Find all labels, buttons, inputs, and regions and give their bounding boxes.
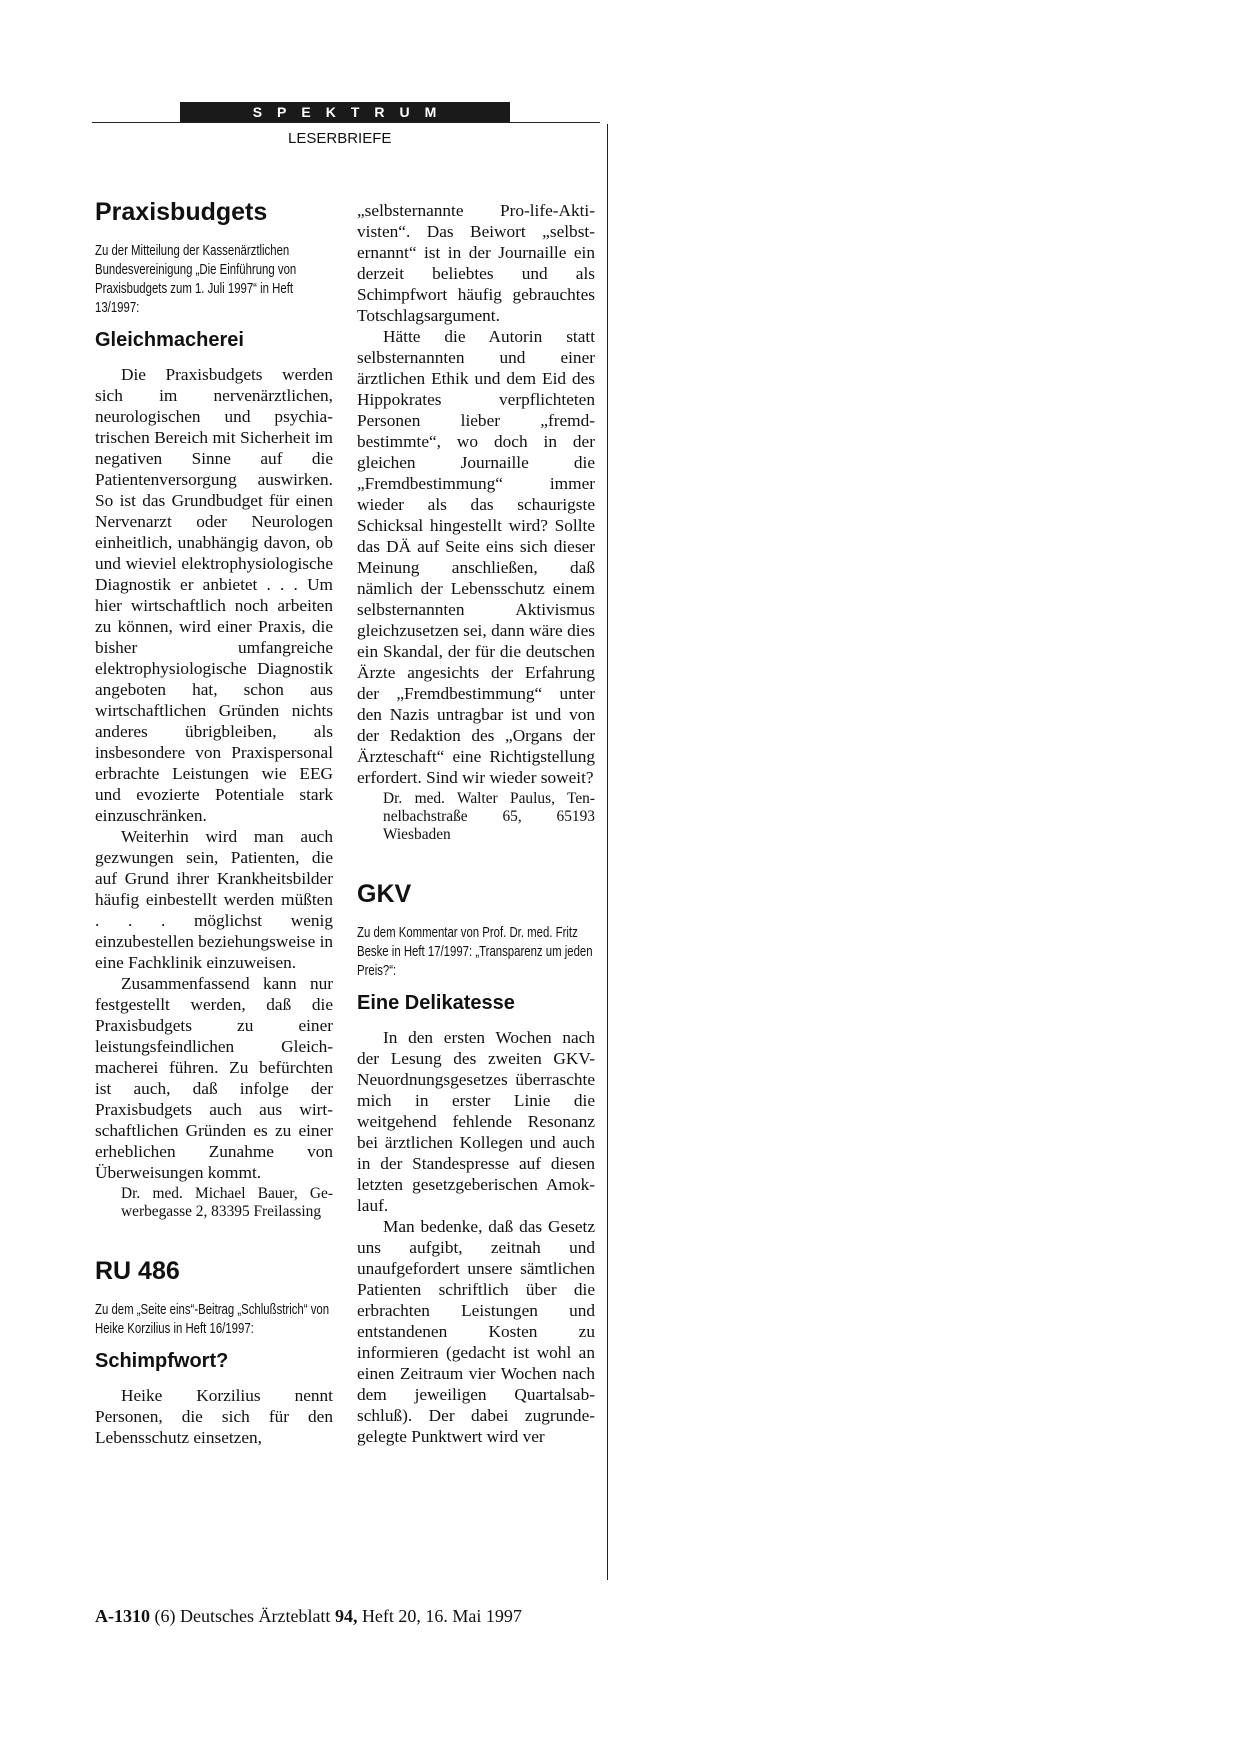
letter-paragraph: Weiterhin wird man auch gezwungen sein, Patienten, die auf Grund ihrer Krankheitsbilder häufig einbestellt werden müßten . . . möglichst wenig einzubestellen beziehungsweise in eine Fachklinik einzuweisen. — [95, 827, 334, 972]
letter-paragraph: Die Praxisbudgets werden sich im nervenärztlichen, neurologischen und psychiatrischen Bereich mit Sicherheit im negativen Sinne auf die Patientenversorgung auswirken. So ist das Grundbudget für einen Nervenarzt oder Neurologen einheitlich, unabhängig davon, ob und wieviel elektrophysiologische Diagnostik er anbietet . . . Um hier wirtschaftlich noch arbeiten zu können, wird einer Praxis, die bisher umfangreiche elektrophysiologische Diagnostik angeboten hat, schon aus wirtschaftlichen Gründen nichts anderes übrigbleiben, als insbesondere von Praxispersonal erbrachte Leistungen wie EEG und evozierte Potentiale stark einzuschränken. — [95, 365, 333, 825]
issue-details: Heft 20, 16. Mai 1997 — [361, 1606, 522, 1626]
topic-heading: Praxisbudgets — [95, 198, 268, 226]
page-footer — [95, 1606, 522, 1627]
letter-reference: Zu dem „Seite eins“-Beitrag „Schlußstrich“ von Heike Korzilius in Heft 16/1997: — [95, 1302, 330, 1337]
section-label: LESERBRIEFE — [288, 130, 392, 147]
letter-paragraph: Hätte die Autorin statt selbsternannten und einer ärztlichen Ethik und dem Eid des Hippokrates verpflichteten Personen lieber „fremdbestimmte“, wo doch in der gleichen Journaille die „Fremdbestimmung“ immer wieder als das schaurigste Schicksal hingestellt wird? Sollte das DÄ auf Seite eins sich dieser Meinung anschließen, daß nämlich der Lebensschutz einem selbsternannten Aktivismus gleichzusetzen sei, dann wäre dies ein Skandal, der für die deutschen Ärzte angesichts der Erfahrung der „Fremdbestimmung“ unter den Nazis untragbar ist und von der Redaktion des „Organs der Ärzteschaft“ eine Richtigstellung erfordert. Sind wir wieder soweit? — [357, 327, 595, 787]
letter-headline: Schimpfwort? — [95, 1350, 229, 1372]
letter-signature: Dr. med. Michael Bauer, Gewerbegasse 2, 83395 Freilassing — [121, 1185, 333, 1220]
letter-signature: Dr. med. Walter Paulus, Tennelbachstraße 65, 65193 Wiesbaden — [383, 790, 595, 843]
letter-paragraph: In den ersten Wochen nach der Lesung des zweiten GKV-Neuordnungsgesetzes überraschte mich in erster Linie die weitgehend fehlende Resonanz bei ärztlichen Kollegen und auch in der Standespresse auf diesen letzten gesetzgeberischen Amoklauf. — [357, 1028, 595, 1215]
topic-heading: GKV — [357, 880, 412, 908]
column-left — [95, 198, 333, 1448]
letter-reference: Zu der Mitteilung der Kassenärztlichen Bundesvereinigung „Die Einführung von Praxisbudgets zum 1. Juli 1997“ in Heft 13/1997: — [95, 243, 297, 316]
letter-headline: Gleichmacherei — [95, 329, 244, 351]
topic-heading: RU 486 — [95, 1257, 180, 1285]
section-banner: SPEKTRUM — [180, 102, 510, 122]
letter-paragraph: Man bedenke, daß das Gesetz uns aufgibt, zeitnah und unaufgefordert unsere sämtlichen Patienten schriftlich über die erbrachten Leistungen und entstandenen Kosten zu informieren (gedacht ist wohl an einen Zeitraum vier Wochen nach dem jeweiligen Quartalsabschluß). Der dabei zugrundegelegte Punktwert wird ver — [357, 1217, 595, 1446]
column-right — [357, 200, 595, 1447]
journal-volume: 94, — [334, 1606, 358, 1626]
letter-headline: Eine Delikatesse — [357, 992, 515, 1014]
header-rule — [92, 122, 600, 123]
column-rule — [607, 124, 608, 1580]
journal-name: (6) Deutsches Ärzteblatt — [154, 1606, 331, 1626]
letter-paragraph: Heike Korzilius nennt Personen, die sich für den Lebensschutz einsetzen, — [95, 1386, 333, 1447]
letter-reference: Zu dem Kommentar von Prof. Dr. med. Fritz Beske in Heft 17/1997: „Transparenz um jeden Preis?“: — [357, 925, 593, 979]
page-number: A-1310 — [95, 1606, 150, 1626]
letter-paragraph: Zusammenfassend kann nur festgestellt werden, daß die Praxisbudgets zu einer leistungsfeindlichen Gleichmacherei führen. Zu befürchten ist auch, daß infolge der Praxisbudgets auch aus wirtschaftlichen Gründen es zu einer erheblichen Zunahme von Überweisungen kommt. — [95, 974, 333, 1182]
letter-paragraph: „selbsternannte Pro-life-Aktivisten“. Das Beiwort „selbsternannt“ ist in der Journaille ein derzeit beliebtes und als Schimpfwort häufig gebrauchtes Totschlagsargument. — [357, 201, 595, 325]
